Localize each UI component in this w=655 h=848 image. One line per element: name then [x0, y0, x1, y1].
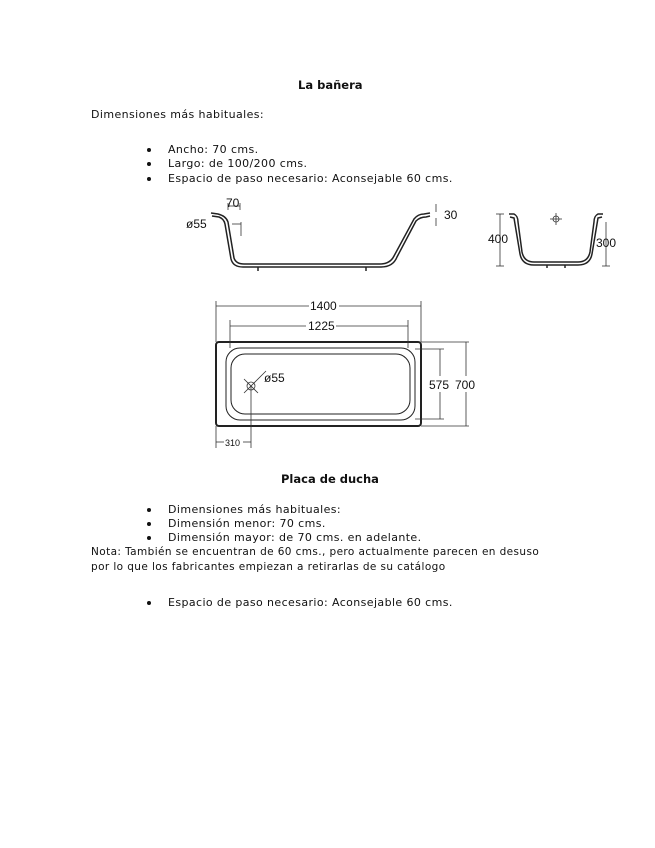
dimension-label: 30 — [444, 208, 458, 222]
dimension-label: ø55 — [264, 371, 285, 385]
note-line-1: Nota: También se encuentran de 60 cms., pero actualmente parecen en desuso — [91, 546, 540, 558]
list-item — [168, 596, 453, 609]
dimension-label: 700 — [455, 378, 476, 392]
dimension-label: ø55 — [186, 217, 207, 231]
dimension-label: 310 — [225, 438, 241, 448]
list-item-text: Espacio de paso necesario: Aconsejable 60 cms. — [168, 172, 453, 185]
bathtub-plan-view — [216, 342, 421, 426]
list-item — [168, 503, 341, 516]
note-line-2: por lo que los fabricantes empiezan a retirarlas de su catálogo — [91, 561, 446, 573]
list-item-text: Largo: de 100/200 cms. — [168, 157, 308, 170]
list-item — [168, 517, 326, 530]
list-item — [168, 531, 422, 544]
bathtub-side-view — [211, 213, 430, 271]
dimension-label: 1225 — [308, 319, 335, 333]
dimension-label: 1400 — [310, 299, 337, 313]
list-item-text: Dimensiones más habituales: — [168, 503, 341, 516]
dimension-label: 575 — [429, 378, 450, 392]
list-item-text: Dimensión menor: 70 cms. — [168, 517, 326, 530]
bullet-dot — [147, 522, 151, 526]
bullet-dot — [147, 508, 151, 512]
dimension-label: 70 — [226, 196, 240, 210]
intro-text: Dimensiones más habituales: — [91, 108, 264, 121]
list-item-text: Espacio de paso necesario: Aconsejable 60 cms. — [168, 596, 453, 609]
bullet-dot — [147, 536, 151, 540]
dimension-label: 300 — [596, 236, 617, 250]
list-item-text: Ancho: 70 cms. — [168, 143, 259, 156]
dimension-label: 400 — [488, 232, 509, 246]
list-item-text: Dimensión mayor: de 70 cms. en adelante. — [168, 531, 422, 544]
bullet-dot — [147, 601, 151, 605]
section-title-shower: Placa de ducha — [281, 472, 379, 486]
section-title-bath: La bañera — [298, 78, 363, 92]
